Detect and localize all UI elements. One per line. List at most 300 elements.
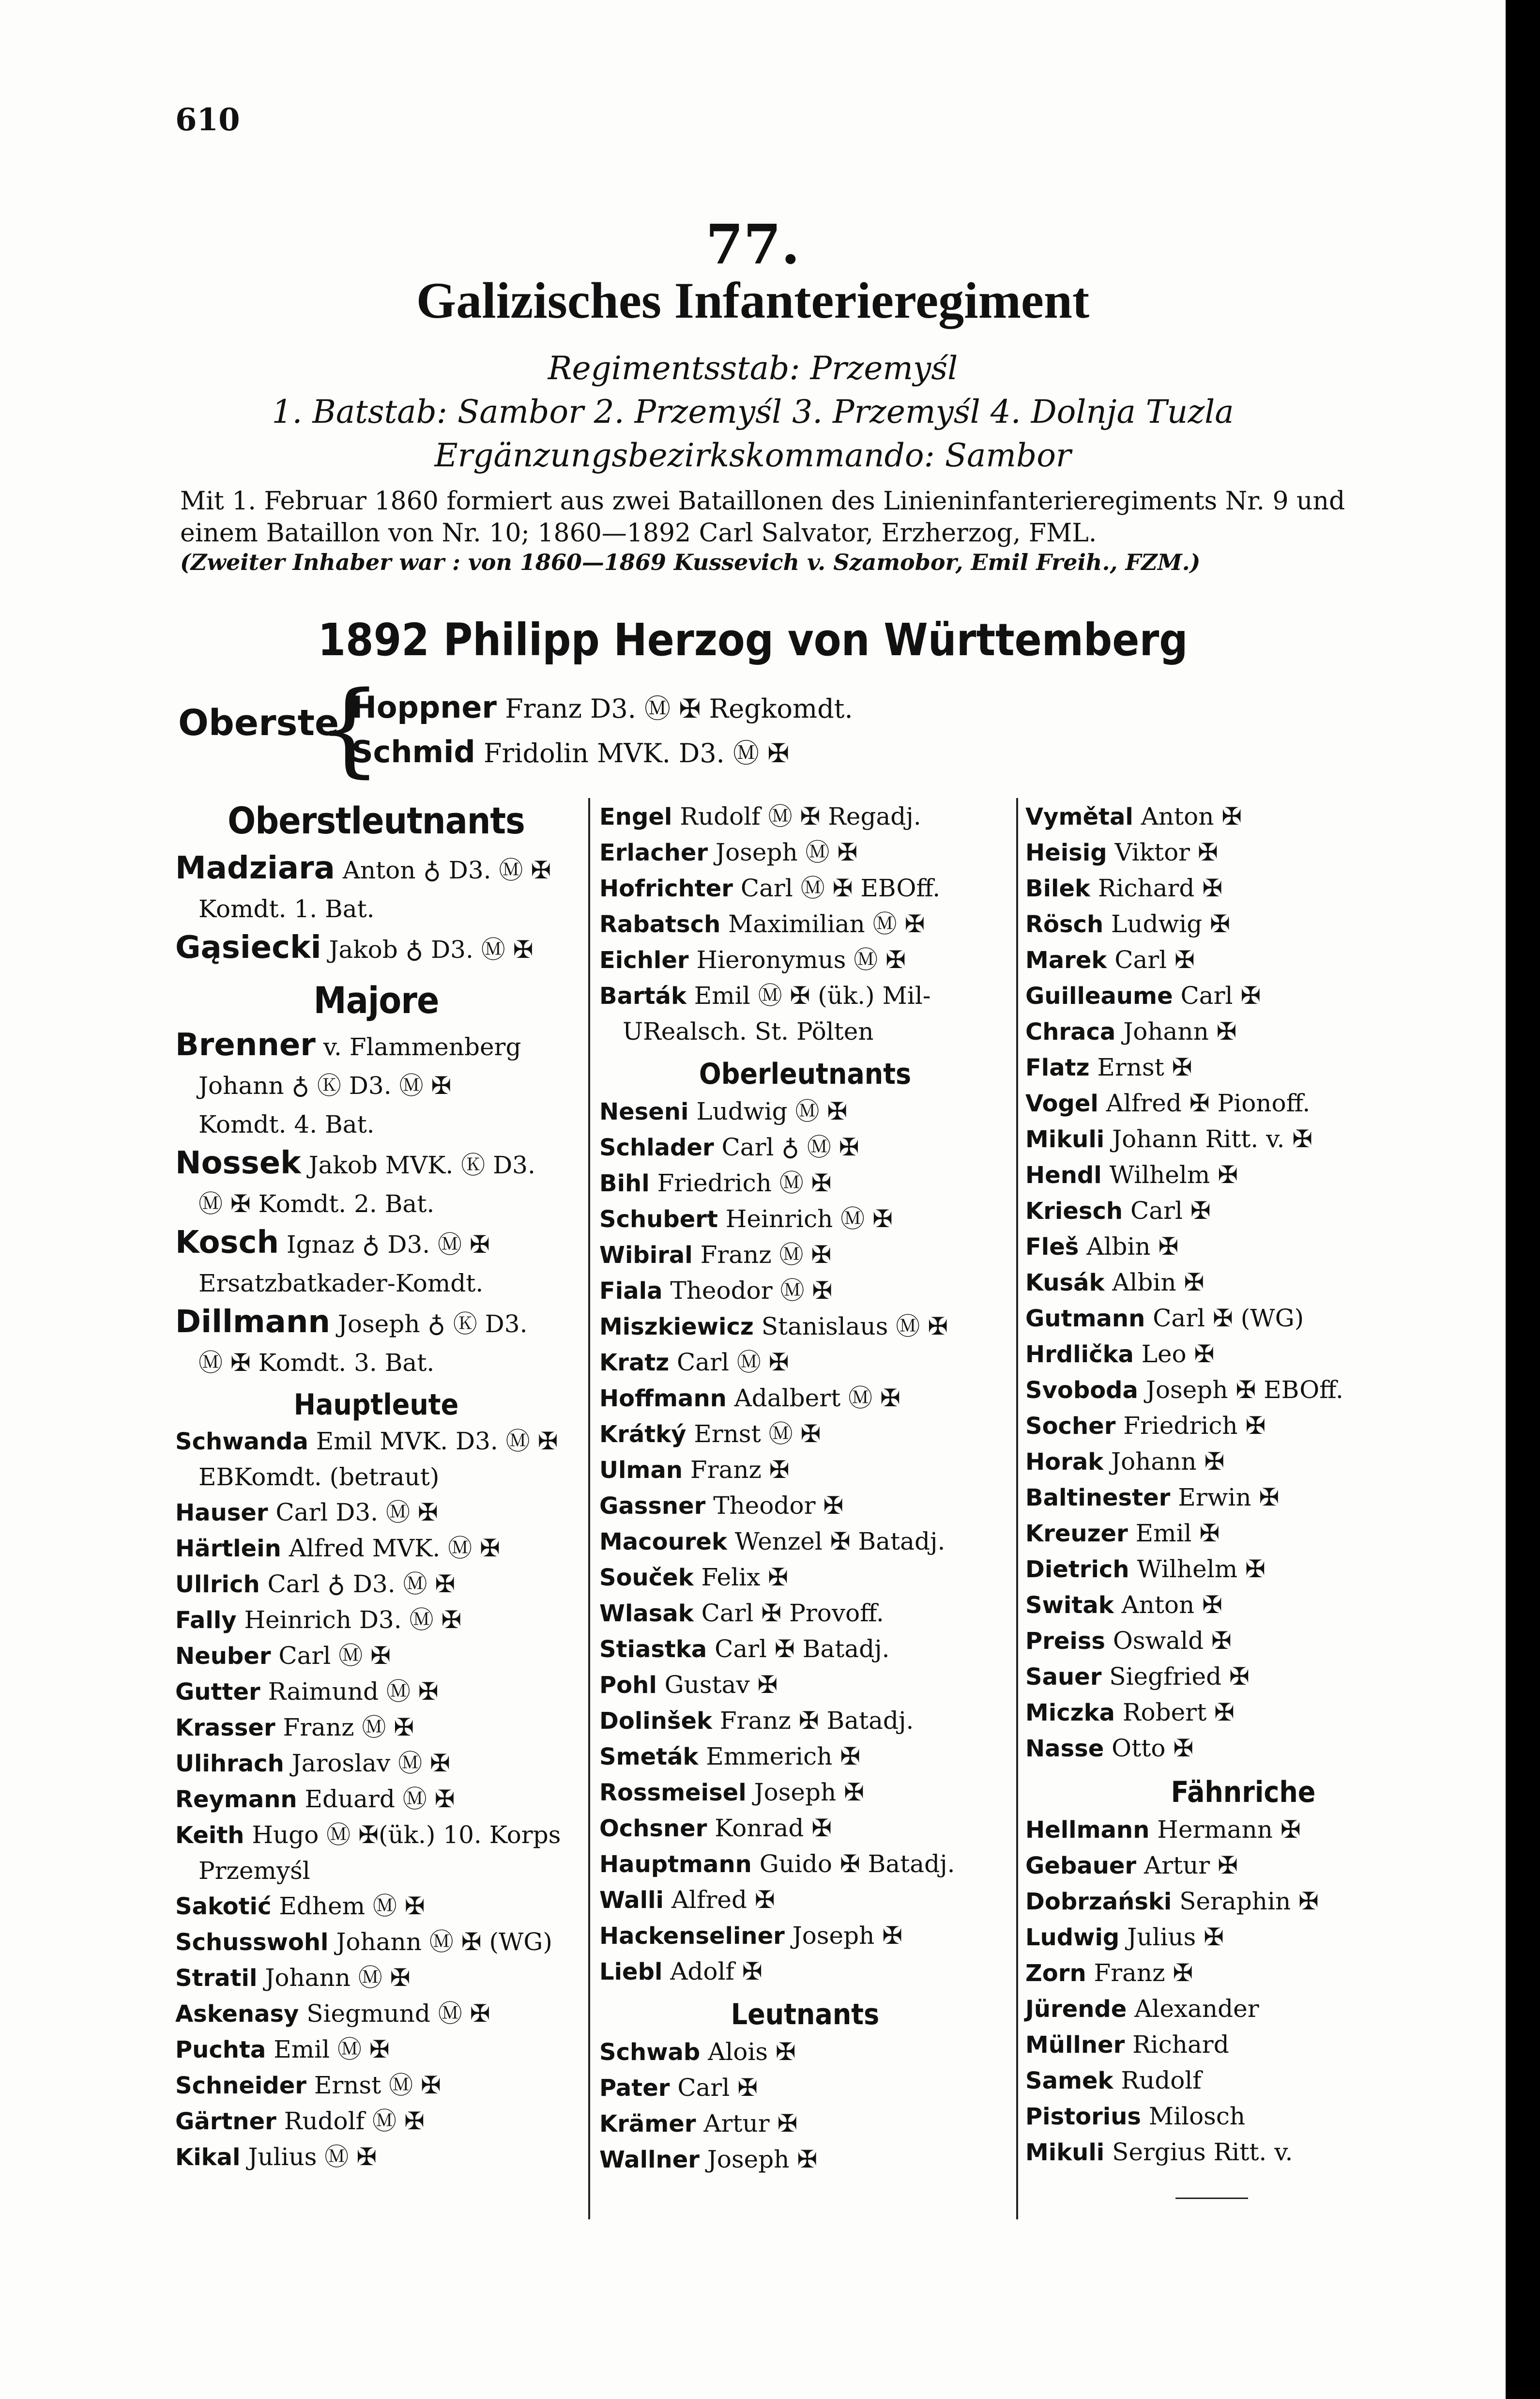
- list-item: [599, 942, 1011, 978]
- officer-details: Carl ✠: [1123, 1197, 1211, 1225]
- list-item: [1025, 1014, 1461, 1050]
- officer-surname: Pistorius: [1025, 2103, 1141, 2130]
- list-item: [599, 978, 1011, 1014]
- officer-surname: Dobrzański: [1025, 1888, 1172, 1915]
- list-item: [1025, 1659, 1461, 1695]
- officer-surname: Walli: [599, 1887, 664, 1914]
- officer-details: EBKomdt. (betraut): [198, 1463, 440, 1491]
- list-item: [1025, 1955, 1461, 1991]
- list-item: [599, 1452, 1011, 1488]
- list-item: [599, 1882, 1011, 1918]
- officer-details: Ludwig Ⓜ ✠: [688, 1097, 848, 1125]
- officer-details: Alfred MVK. Ⓜ ✠: [281, 1534, 500, 1562]
- officer-details: Carl Ⓜ ✠: [669, 1348, 789, 1376]
- officer-details: Heinrich D3. Ⓜ ✠: [236, 1606, 462, 1634]
- column-divider-2: [1016, 798, 1018, 2219]
- officer-surname: Ullrich: [175, 1571, 260, 1598]
- officer-details: Leo ✠: [1133, 1340, 1215, 1368]
- officer-surname: Bihl: [599, 1170, 650, 1197]
- list-item: [599, 1560, 1011, 1596]
- officer-details: Friedrich Ⓜ ✠: [649, 1169, 832, 1197]
- officer-details: Emil ✠: [1128, 1519, 1220, 1547]
- officer-details: Albin ✠: [1104, 1268, 1205, 1296]
- officer-surname: Jürende: [1025, 1996, 1127, 2023]
- officer-surname: Ochsner: [599, 1815, 707, 1842]
- officer-details: Gustav ✠: [656, 1671, 778, 1699]
- list-item: [175, 1264, 577, 1303]
- officer-surname: Baltinester: [1025, 1484, 1171, 1511]
- officer-details: Richard ✠: [1090, 874, 1223, 902]
- officer-surname: Ulman: [599, 1457, 683, 1484]
- officer-details: Rudolf Ⓜ ✠ Regadj.: [672, 802, 921, 830]
- officer-surname: Mikuli: [1025, 2139, 1105, 2166]
- officer-details: Franz ✠: [1086, 1959, 1193, 1987]
- list-item: [175, 1889, 577, 1924]
- list-item: [1025, 1920, 1461, 1955]
- list-item: [175, 1567, 577, 1602]
- officer-surname: Miczka: [1025, 1699, 1115, 1726]
- officer-surname: Barták: [599, 983, 686, 1010]
- officer-surname: Hauptmann: [599, 1851, 752, 1878]
- officer-details: Carl ♁ D3. Ⓜ ✠: [259, 1570, 456, 1598]
- officer-surname: Madziara: [175, 850, 335, 886]
- officer-surname: Erlacher: [599, 839, 708, 866]
- officer-surname: Schwanda: [175, 1428, 308, 1455]
- list-item: [175, 1495, 577, 1531]
- officer-surname: Kusák: [1025, 1269, 1105, 1296]
- list-item: [1025, 2027, 1461, 2063]
- list-item: [175, 1638, 577, 1674]
- officer-surname: Härtlein: [175, 1535, 281, 1562]
- officer-details: Konrad ✠: [707, 1814, 832, 1842]
- officer-details: Franz Ⓜ ✠: [275, 1713, 414, 1741]
- officer-surname: Gąsiecki: [175, 930, 321, 966]
- officer-details: Eduard Ⓜ ✠: [297, 1785, 455, 1813]
- page-number: 610: [175, 102, 240, 138]
- officer-details: Julius Ⓜ ✠: [240, 2143, 377, 2171]
- officer-details: Wilhelm ✠: [1129, 1555, 1266, 1583]
- officer-details: Carl Ⓜ ✠ EBOff.: [732, 874, 941, 902]
- list-item: [1025, 1516, 1461, 1552]
- list-item: [175, 1710, 577, 1746]
- officer-details: Rudolf: [1113, 2066, 1202, 2094]
- officer-surname: Hoffmann: [599, 1385, 727, 1412]
- list-item: [175, 1531, 577, 1567]
- list-item: [1025, 1157, 1461, 1193]
- officer-details: Ⓜ ✠ Komdt. 2. Bat.: [198, 1190, 435, 1218]
- officer-surname: Kriesch: [1025, 1198, 1123, 1225]
- officer-surname: Samek: [1025, 2067, 1113, 2094]
- list-item: [1025, 1731, 1461, 1767]
- officer-details: Komdt. 4. Bat.: [198, 1110, 375, 1138]
- officer-details: Emil Ⓜ ✠: [266, 2035, 390, 2063]
- officer-details: Edhem Ⓜ ✠: [271, 1892, 425, 1920]
- officer-surname: Miszkiewicz: [599, 1313, 754, 1340]
- list-item: [1025, 799, 1461, 835]
- list-item: [599, 1703, 1011, 1739]
- officer-details: Ignaz ♁ D3. Ⓜ ✠: [279, 1230, 490, 1259]
- officer-details: Theodor Ⓜ ✠: [662, 1276, 833, 1305]
- officer-surname: Gärtner: [175, 2108, 276, 2135]
- end-rule: [1175, 2198, 1248, 2199]
- officer-details: Ersatzbatkader-Komdt.: [198, 1269, 484, 1297]
- officer-details: Carl ✠ Batadj.: [707, 1635, 890, 1663]
- list-item: [599, 1273, 1011, 1309]
- officer-details: Przemyśl: [198, 1857, 310, 1885]
- list-item: [175, 1460, 577, 1495]
- officer-surname: Hackenseliner: [599, 1922, 785, 1950]
- officer-details: Carl ♁ Ⓜ ✠: [714, 1133, 859, 1161]
- officer-surname: Reymann: [175, 1786, 297, 1813]
- list-item: [1025, 1848, 1461, 1884]
- officer-details: Guido ✠ Batadj.: [751, 1850, 955, 1878]
- list-item: [599, 1954, 1011, 1990]
- officer-details: Ernst Ⓜ ✠: [306, 2071, 441, 2099]
- officer-details: Alois ✠: [700, 2038, 796, 2066]
- list-item: [175, 2032, 577, 2068]
- officer-details: Carl ✠: [1173, 982, 1261, 1010]
- officer-details: Siegfried ✠: [1101, 1662, 1250, 1691]
- officer-surname: Gutter: [175, 1678, 260, 1706]
- officer-surname: Hofrichter: [599, 875, 733, 902]
- list-item: [599, 1237, 1011, 1273]
- regiment-owner: 1892 Philipp Herzog von Württemberg: [318, 614, 1188, 666]
- officer-details: Komdt. 1. Bat.: [198, 895, 375, 923]
- list-item: [599, 1014, 1011, 1049]
- officer-details: Franz ✠ Batadj.: [712, 1707, 914, 1735]
- list-item: [1025, 2099, 1461, 2135]
- regiment-name: Galizisches Infanterieregiment: [416, 272, 1090, 329]
- list-item: [1025, 871, 1461, 907]
- officer-details: Carl ✠ (WG): [1145, 1304, 1304, 1332]
- officer-surname: Marek: [1025, 947, 1107, 974]
- column-2: [599, 799, 1011, 2178]
- officer-details: Adalbert Ⓜ ✠: [726, 1384, 900, 1412]
- officer-details: Alfred ✠ Pionoff.: [1098, 1089, 1311, 1117]
- officer-details: Johann ♁ Ⓚ D3. Ⓜ ✠: [198, 1072, 452, 1100]
- officer-surname: Fleš: [1025, 1233, 1079, 1261]
- oberleutnants-list: [599, 1094, 1011, 1990]
- officer-surname: Rabatsch: [599, 911, 721, 938]
- majore-heading: Majore: [313, 979, 439, 1022]
- list-item: [599, 1846, 1011, 1882]
- list-item: [1025, 1587, 1461, 1623]
- list-item: [1025, 1122, 1461, 1157]
- list-item: [599, 1631, 1011, 1667]
- majore-list: [175, 1026, 577, 1382]
- list-item: [1025, 1991, 1461, 2027]
- list-item: [175, 1924, 577, 1960]
- list-item: [599, 1309, 1011, 1345]
- officer-surname: Krasser: [175, 1714, 275, 1741]
- officer-surname: Keith: [175, 1822, 244, 1849]
- officer-surname: Switak: [1025, 1592, 1114, 1619]
- list-item: [175, 1223, 577, 1264]
- column-divider-1: [588, 798, 590, 2219]
- officer-surname: Gutmann: [1025, 1305, 1145, 1332]
- list-item: [175, 1303, 577, 1343]
- list-item: [599, 1775, 1011, 1811]
- officer-details: Ernst Ⓜ ✠: [686, 1420, 821, 1448]
- officer-details: URealsch. St. Pölten: [623, 1017, 874, 1046]
- officer-details: Emil Ⓜ ✠ (ük.) Mil-: [686, 982, 931, 1010]
- list-item: [175, 1184, 577, 1223]
- list-item: [1025, 2063, 1461, 2099]
- officer-surname: Stiastka: [599, 1636, 707, 1663]
- list-item: [599, 1201, 1011, 1237]
- officer-details: Milosch: [1141, 2102, 1246, 2130]
- officer-surname: Rösch: [1025, 911, 1104, 938]
- officer-surname: Kreuzer: [1025, 1520, 1128, 1547]
- list-item: [1025, 1812, 1461, 1848]
- officer-surname: Müllner: [1025, 2031, 1125, 2059]
- officer-details: Emil MVK. D3. Ⓜ ✠: [308, 1427, 558, 1455]
- officer-surname: Guilleaume: [1025, 983, 1173, 1010]
- officer-surname: Bilek: [1025, 875, 1090, 902]
- officer-surname: Askenasy: [175, 2000, 299, 2028]
- officer-details: Hugo Ⓜ ✠(ük.) 10. Korps: [244, 1821, 561, 1849]
- officer-surname: Ulihrach: [175, 1750, 284, 1777]
- officer-surname: Dillmann: [175, 1304, 330, 1340]
- officer-details: Franz Ⓜ ✠: [692, 1241, 832, 1269]
- officer-details: Maximilian Ⓜ ✠: [720, 910, 925, 938]
- list-item: [599, 907, 1011, 942]
- list-item: [599, 799, 1011, 835]
- list-item: [1025, 1552, 1461, 1587]
- officer-surname: Liebl: [599, 1958, 663, 1985]
- list-item: [175, 1746, 577, 1782]
- list-item: [1025, 1480, 1461, 1516]
- officer-surname: Kosch: [175, 1225, 279, 1261]
- list-item: [175, 2068, 577, 2104]
- officer-details: Joseph ✠ EBOff.: [1138, 1376, 1343, 1404]
- oberste-list: [351, 687, 853, 776]
- list-item: [175, 2104, 577, 2139]
- officer-details: Anton ✠: [1113, 1591, 1223, 1619]
- officer-surname: Pohl: [599, 1672, 657, 1699]
- oberstleutnants-heading: Oberstleutnants: [228, 799, 525, 842]
- list-item: [175, 1674, 577, 1710]
- leutnants-heading: Leutnants: [731, 1998, 880, 2031]
- officer-surname: Vogel: [1025, 1090, 1098, 1117]
- officer-details: Hieronymus Ⓜ ✠: [688, 946, 906, 974]
- list-item: [1025, 1193, 1461, 1229]
- oberste-label: Oberste: [178, 702, 339, 744]
- officer-surname: Neuber: [175, 1643, 271, 1670]
- officer-details: Stanislaus Ⓜ ✠: [753, 1312, 948, 1340]
- officer-details: Joseph ✠: [699, 2145, 818, 2173]
- officer-surname: Krátký: [599, 1421, 686, 1448]
- officer-surname: Brenner: [175, 1027, 316, 1063]
- list-item: [1025, 2135, 1461, 2170]
- list-item: [599, 1667, 1011, 1703]
- list-item: [175, 1817, 577, 1853]
- officer-surname: Socher: [1025, 1413, 1116, 1440]
- officer-surname: Schneider: [175, 2072, 306, 2099]
- officer-details: Anton ✠: [1133, 802, 1242, 830]
- list-item: [175, 890, 577, 928]
- officer-details: Johann Ⓜ ✠: [257, 1964, 411, 1992]
- officer-details: Johann ✠: [1103, 1447, 1225, 1476]
- officer-details: Siegmund Ⓜ ✠: [299, 1999, 490, 2028]
- officer-surname: Preiss: [1025, 1628, 1105, 1655]
- officer-details: Adolf ✠: [662, 1957, 762, 1985]
- officer-details: Heinrich Ⓜ ✠: [717, 1205, 893, 1233]
- list-item: [599, 1130, 1011, 1166]
- officer-surname: Krämer: [599, 2110, 696, 2138]
- list-item: [1025, 942, 1461, 978]
- list-item: [1025, 1337, 1461, 1372]
- officer-surname: Nasse: [1025, 1735, 1104, 1762]
- officer-surname: Macourek: [599, 1528, 727, 1555]
- list-item: [599, 1166, 1011, 1201]
- list-item: [1025, 1265, 1461, 1301]
- list-item: [1025, 978, 1461, 1014]
- list-item: [1025, 1050, 1461, 1086]
- officer-details: Ernst ✠: [1089, 1053, 1192, 1081]
- officer-surname: Dietrich: [1025, 1556, 1129, 1583]
- regiment-number: 77.: [705, 213, 800, 277]
- officer-details: Wenzel ✠ Batadj.: [727, 1527, 945, 1555]
- officer-surname: Gassner: [599, 1492, 706, 1520]
- list-item: [599, 1381, 1011, 1416]
- officer-details: Artur ✠: [696, 2109, 798, 2138]
- list-item: [1025, 1229, 1461, 1265]
- officer-surname: Horak: [1025, 1448, 1104, 1476]
- column-3: [1025, 799, 1461, 2170]
- leutnants-continued-list: [1025, 799, 1461, 1767]
- list-item: [175, 1853, 577, 1889]
- officer-details: Rudolf Ⓜ ✠: [276, 2107, 425, 2135]
- list-item: [599, 2106, 1011, 2142]
- officer-details: Robert ✠: [1114, 1698, 1235, 1726]
- list-item: [1025, 907, 1461, 942]
- faehnriche-list: [1025, 1812, 1461, 2170]
- officer-details: Raimund Ⓜ ✠: [260, 1677, 439, 1706]
- officer-details: Albin ✠: [1079, 1232, 1179, 1261]
- intro-line-1: Mit 1. Februar 1860 formiert aus zwei Bataillonen des Linieninfanterieregiments Nr. 9 und: [180, 487, 1345, 516]
- list-item: [599, 2142, 1011, 2178]
- list-item: [175, 1602, 577, 1638]
- list-item: [599, 835, 1011, 871]
- officer-details: Ludwig ✠: [1103, 910, 1231, 938]
- list-item: [1025, 1623, 1461, 1659]
- officer-surname: Kikal: [175, 2144, 241, 2171]
- list-item: [599, 1488, 1011, 1524]
- officer-details: Franz ✠: [683, 1456, 790, 1484]
- ergaenzung-line: Ergänzungsbezirkskommando: Sambor: [434, 437, 1071, 474]
- hauptleute-list: [175, 1424, 577, 2175]
- officer-details: Joseph Ⓜ ✠: [708, 838, 858, 866]
- officer-details: Jaroslav Ⓜ ✠: [284, 1749, 450, 1777]
- list-item: [175, 2139, 577, 2175]
- officer-details: Friedrich ✠: [1115, 1412, 1266, 1440]
- officer-details: Jakob MVK. Ⓚ D3.: [301, 1151, 535, 1179]
- officer-surname: Souček: [599, 1564, 694, 1591]
- officer-details: Joseph ✠: [746, 1778, 864, 1806]
- officer-surname: Vymětal: [1025, 803, 1133, 830]
- officer-surname: Svoboda: [1025, 1377, 1138, 1404]
- list-item: [175, 1996, 577, 2032]
- list-item: [599, 1918, 1011, 1954]
- officer-details: Johann ✠: [1115, 1017, 1237, 1046]
- officer-details: Otto ✠: [1104, 1734, 1194, 1762]
- list-item: [1025, 835, 1461, 871]
- officer-details: Viktor ✠: [1107, 838, 1218, 866]
- officer-details: Felix ✠: [693, 1563, 789, 1591]
- list-item: [175, 1960, 577, 1996]
- list-item: [1025, 1086, 1461, 1122]
- officer-surname: Engel: [599, 803, 672, 830]
- officer-details: Theodor ✠: [705, 1492, 844, 1520]
- list-item: [175, 1343, 577, 1382]
- officer-surname: Neseni: [599, 1098, 689, 1125]
- officer-surname: Wibiral: [599, 1242, 693, 1269]
- officer-surname: Kratz: [599, 1349, 670, 1376]
- hauptleute-continued-list: [599, 799, 1011, 1049]
- officer-surname: Hauser: [175, 1499, 268, 1526]
- list-item: [599, 2034, 1011, 2070]
- officer-details: Joseph ♁ Ⓚ D3.: [330, 1310, 528, 1338]
- officer-surname: Hellmann: [1025, 1816, 1150, 1844]
- officer-surname: Zorn: [1025, 1960, 1086, 1987]
- officer-surname: Wallner: [599, 2146, 700, 2173]
- list-item: [175, 1424, 577, 1460]
- officer-details: Joseph ✠: [784, 1922, 903, 1950]
- officer-details: Carl ✠ Provoff.: [693, 1599, 884, 1627]
- list-item: [175, 1782, 577, 1817]
- oberste-brace: {: [317, 669, 382, 788]
- list-item: [1025, 1408, 1461, 1444]
- officer-details: Carl Ⓜ ✠: [271, 1642, 391, 1670]
- list-item: [599, 1416, 1011, 1452]
- list-item: [1025, 1695, 1461, 1731]
- officer-surname: Ludwig: [1025, 1924, 1120, 1951]
- second-owner-note: (Zweiter Inhaber war : von 1860—1869 Kussevich v. Szamobor, Emil Freih., FZM.): [180, 549, 1201, 575]
- officer-surname: Hendl: [1025, 1162, 1102, 1189]
- officer-surname: Gebauer: [1025, 1852, 1137, 1879]
- officer-details: Oswald ✠: [1105, 1627, 1232, 1655]
- oberstleutnants-list: [175, 849, 577, 969]
- list-item: [599, 1596, 1011, 1631]
- officer-surname: Flatz: [1025, 1054, 1090, 1081]
- officer-details: Johann Ⓜ ✠ (WG): [328, 1928, 552, 1956]
- officer-surname: Mikuli: [1025, 1126, 1105, 1153]
- officer-surname: Schubert: [599, 1206, 718, 1233]
- officer-details: Julius ✠: [1119, 1923, 1224, 1951]
- list-item: [599, 871, 1011, 907]
- officer-details: v. Flammenberg: [315, 1033, 521, 1061]
- regimentsstab-line: Regimentsstab: Przemyśl: [548, 350, 958, 387]
- list-item: [175, 1066, 577, 1105]
- officer-surname: Dolinšek: [599, 1707, 712, 1735]
- hauptleute-heading: Hauptleute: [293, 1388, 459, 1422]
- list-item: [1025, 1884, 1461, 1920]
- list-item: [599, 1094, 1011, 1130]
- faehnriche-heading: Fähnriche: [1171, 1775, 1316, 1809]
- officer-surname: Chraca: [1025, 1018, 1116, 1046]
- officer-surname: Heisig: [1025, 839, 1107, 866]
- officer-details: Emmerich ✠: [698, 1742, 861, 1770]
- officer-details: Sergius Ritt. v.: [1104, 2138, 1293, 2166]
- batstab-line: 1. Batstab: Sambor 2. Przemyśl 3. Przemyśl 4. Dolnja Tuzla: [272, 393, 1234, 431]
- list-item: [1025, 1372, 1461, 1408]
- oberst-entry: Hoppner Franz D3. Ⓜ ✠ Regkomdt.: [351, 690, 853, 725]
- officer-surname: Eichler: [599, 947, 689, 974]
- officer-surname: Nossek: [175, 1145, 301, 1181]
- officer-surname: Stratil: [175, 1965, 258, 1992]
- officer-details: Carl ✠: [1107, 946, 1195, 974]
